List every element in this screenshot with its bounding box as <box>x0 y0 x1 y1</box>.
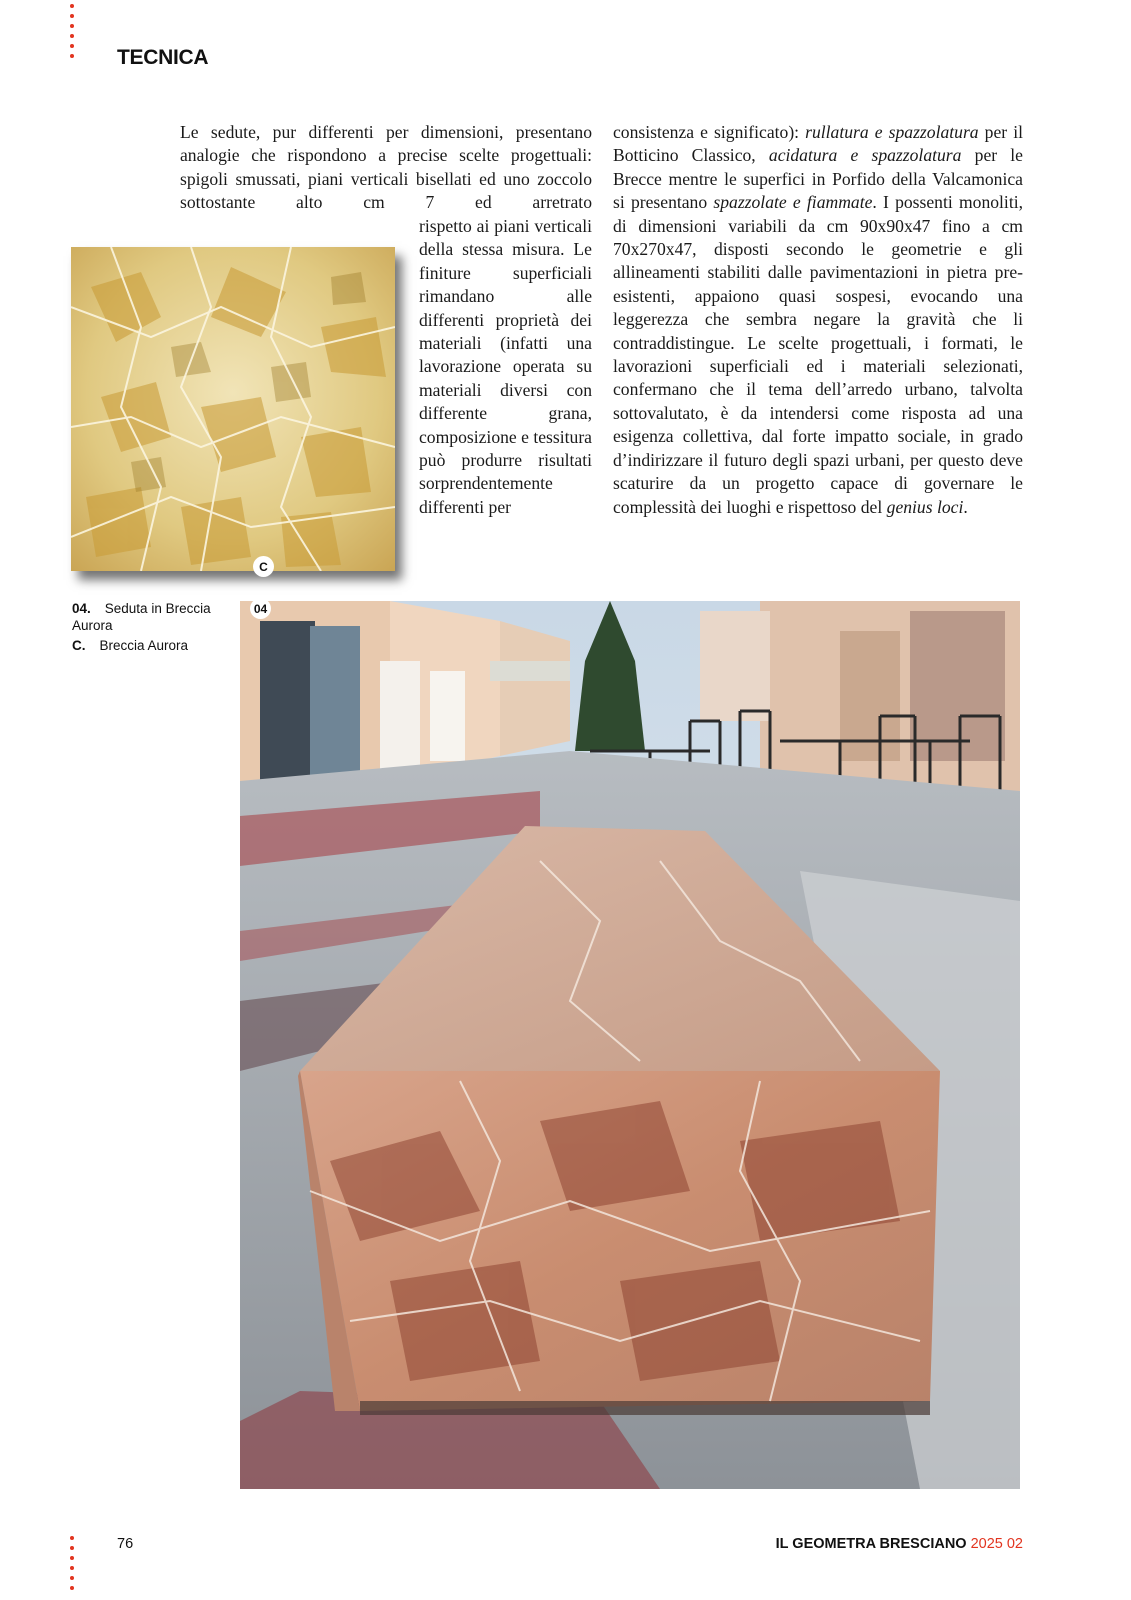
figure-badge-04: 04 <box>250 598 271 619</box>
journal-issue: 2025 02 <box>970 1536 1023 1552</box>
decorative-dots-bottom <box>70 1536 76 1596</box>
caption-c: C. Breccia Aurora <box>72 638 189 653</box>
figure-captions <box>72 601 232 659</box>
bench-photo <box>240 601 1020 1489</box>
article-text-left-wrap: rispetto ai piani verticali della stessa misura. Le finiture superficiali rimandano alle differenti proprietà dei materiali (infatti una lavorazione operata su materiali diversi con differente grana, composizione e tessitura può produrre risultati sorprendentemente differenti per <box>419 216 592 517</box>
article-text-left-top: Le sedute, pur differenti per dimensioni, presentano analogie che rispondono a precise scelte progettuali: spigoli smussati, piani verticali bisellati ed uno zoccolo sottostante alto cm 7 ed arretrato <box>180 122 592 213</box>
decorative-dots-top <box>70 4 76 64</box>
page-number: 76 <box>117 1536 134 1552</box>
journal-footer <box>776 1536 1023 1552</box>
journal-name: IL GEOMETRA BRESCIANO <box>775 1536 967 1552</box>
section-label: TECNICA <box>117 46 209 69</box>
article-text-right: consistenza e significato): rullatura e spazzolatura per il Botticino Classico, acidatura e spazzolatura per le Brecce mentre le superfici in Porfido della Valcamonica si presentano spazzolate e fiammate. I possenti monoliti, di dimensioni variabili da cm 90x90x47 fino a cm 70x270x47, disposti secondo le geometrie e gli allineamenti stabiliti dalle pavimentazioni in pietra pre-esistenti, appaiono quasi sospesi, evocando una leggerezza che sembra negare la gravità che li contraddistingue. Le scelte progettuali, i formati, le lavorazioni superficiali ed i materiali selezionati, confermano che il tema dell’arredo urbano, talvolta sottovalutato, è da intendersi come risposta ad una esigenza collettiva, dal forte impatto sociale, in grado d’indirizzare il futuro degli spazi urbani, per questo deve scaturire da un progetto capace di governare le complessità dei luoghi e rispettoso del genius loci. <box>613 122 1023 517</box>
figure-badge-c: C <box>253 556 274 577</box>
caption-04: 04. Seduta in Breccia Aurora <box>72 601 211 633</box>
breccia-aurora-sample-image <box>71 247 395 571</box>
